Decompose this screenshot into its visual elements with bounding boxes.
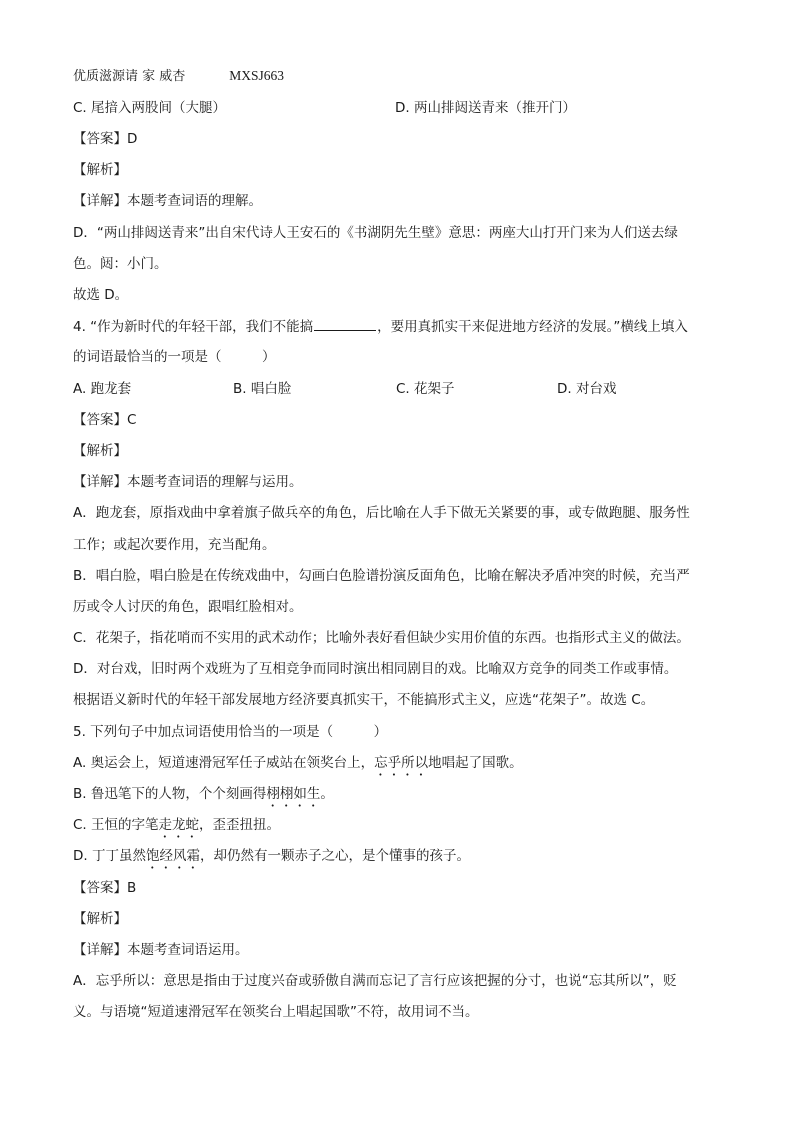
- q4-explanation-c: C．花架子，指花哨而不实用的武术动作；比喻外表好看但缺少实用价值的东西。也指形式主义的做法。: [73, 630, 690, 646]
- q3-explanation-d-line2: 色。闼：小门。: [73, 256, 168, 272]
- q3-answer: 【答案】D: [73, 131, 138, 147]
- q4-explanation-d: D．对台戏，旧时两个戏班为了互相竞争而同时演出相同剧目的戏。比喻双方竞争的同类工作或事情。: [73, 661, 678, 677]
- q5-option-c-text: C. 王恒的字笔: [73, 817, 159, 833]
- q5-option-b: [73, 785, 723, 810]
- q5-option-a-dotted-word: 忘乎所以: [374, 755, 429, 771]
- q4-stem-part2: ，要用真抓实干来促进地方经济的发展。”横线上填入: [377, 319, 688, 335]
- q4-analysis: 【解析】: [73, 443, 127, 459]
- q4-answer: 【答案】C: [73, 412, 137, 428]
- q3-conclusion: 故选 D。: [73, 287, 129, 303]
- q3-options-row: [73, 99, 723, 117]
- q5-option-b-text: B. 鲁迅笔下的人物，个个刻画得: [73, 786, 267, 802]
- q5-answer: 【答案】B: [73, 880, 137, 896]
- q4-detail: 【详解】本题考查词语的理解与运用。: [73, 474, 303, 490]
- q5-option-c-dotted-word: 走龙蛇: [158, 817, 200, 833]
- q5-option-b-tail: 。: [320, 786, 334, 802]
- q4-option-b: B. 唱白脸: [233, 381, 292, 397]
- q4-stem-line1: [73, 317, 723, 336]
- q3-explanation-d-line1: D．“两山排闼送青来”出自宋代诗人王安石的《书湖阴先生壁》意思：两座大山打开门来为人们送去绿: [73, 225, 678, 241]
- q5-explanation-a-line2: 义。与语境“短道速滑冠军在领奖台上唱起国歌”不符，故用词不当。: [73, 1004, 479, 1020]
- q3-detail: 【详解】本题考查词语的理解。: [73, 193, 262, 209]
- page-header: [73, 67, 723, 86]
- q4-option-a: A. 跑龙套: [73, 381, 132, 397]
- q4-explanation-b-line2: 厉或令人讨厌的角色，跟唱红脸相对。: [73, 599, 303, 615]
- q3-option-c: C. 尾揞入两股间（大腿）: [73, 100, 227, 116]
- q4-explanation-a-line2: 工作；或起次要作用，充当配角。: [73, 537, 276, 553]
- q5-option-d-text: D. 丁丁虽然: [73, 848, 146, 864]
- q4-explanation-b-line1: B．唱白脸，唱白脸是在传统戏曲中，勾画白色脸谱扮演反面角色，比喻在解决矛盾冲突的时候，充当严: [73, 568, 690, 584]
- q4-explanation-a-line1: A．跑龙套，原指戏曲中拿着旗子做兵卒的角色，后比喻在人手下做无关紧要的事，或专做跑腿、服务性: [73, 505, 690, 521]
- q5-explanation-a-line1: A．忘乎所以：意思是指由于过度兴奋或骄傲自满而忘记了言行应该把握的分寸，也说“忘其所以”，贬: [73, 973, 677, 989]
- q4-conclusion: 根据语义新时代的年轻干部发展地方经济要真抓实干，不能搞形式主义，应选“花架子”。故选 C。: [73, 692, 655, 708]
- q5-option-d-dotted-word: 饱经风霜: [145, 848, 200, 864]
- q3-option-d: D. 两山排闼送青来（推开门）: [395, 100, 576, 116]
- q5-option-d: [73, 847, 723, 872]
- q4-option-d: D. 对台戏: [557, 381, 617, 397]
- header-text: 优质滋源请 家 威杏: [73, 69, 186, 84]
- q5-option-c: [73, 816, 723, 841]
- q5-option-a-text: A. 奥运会上，短道速滑冠军任子威站在领奖台上，: [73, 755, 375, 771]
- q5-stem: 5. 下列句子中加点词语使用恰当的一项是（ ）: [73, 724, 388, 740]
- q4-stem-line2: 的词语最恰当的一项是（ ）: [73, 349, 276, 365]
- q4-options-row: [73, 380, 723, 398]
- q5-option-a-tail: 地唱起了国歌。: [428, 755, 523, 771]
- q5-detail: 【详解】本题考查词语运用。: [73, 942, 249, 958]
- q3-analysis: 【解析】: [73, 162, 127, 178]
- q5-option-a: [73, 754, 723, 779]
- header-code: MXSJ663: [229, 68, 285, 83]
- q5-option-c-tail: ，歪歪扭扭。: [199, 817, 281, 833]
- q5-analysis: 【解析】: [73, 911, 127, 927]
- q5-option-b-dotted-word: 栩栩如生: [266, 786, 321, 802]
- q4-stem-part1: 4. “作为新时代的年轻干部，我们不能搞: [73, 319, 314, 335]
- q5-option-d-tail: ，却仍然有一颗赤子之心，是个懂事的孩子。: [199, 848, 470, 864]
- q4-blank: [314, 317, 376, 331]
- q4-option-c: C. 花架子: [396, 381, 455, 397]
